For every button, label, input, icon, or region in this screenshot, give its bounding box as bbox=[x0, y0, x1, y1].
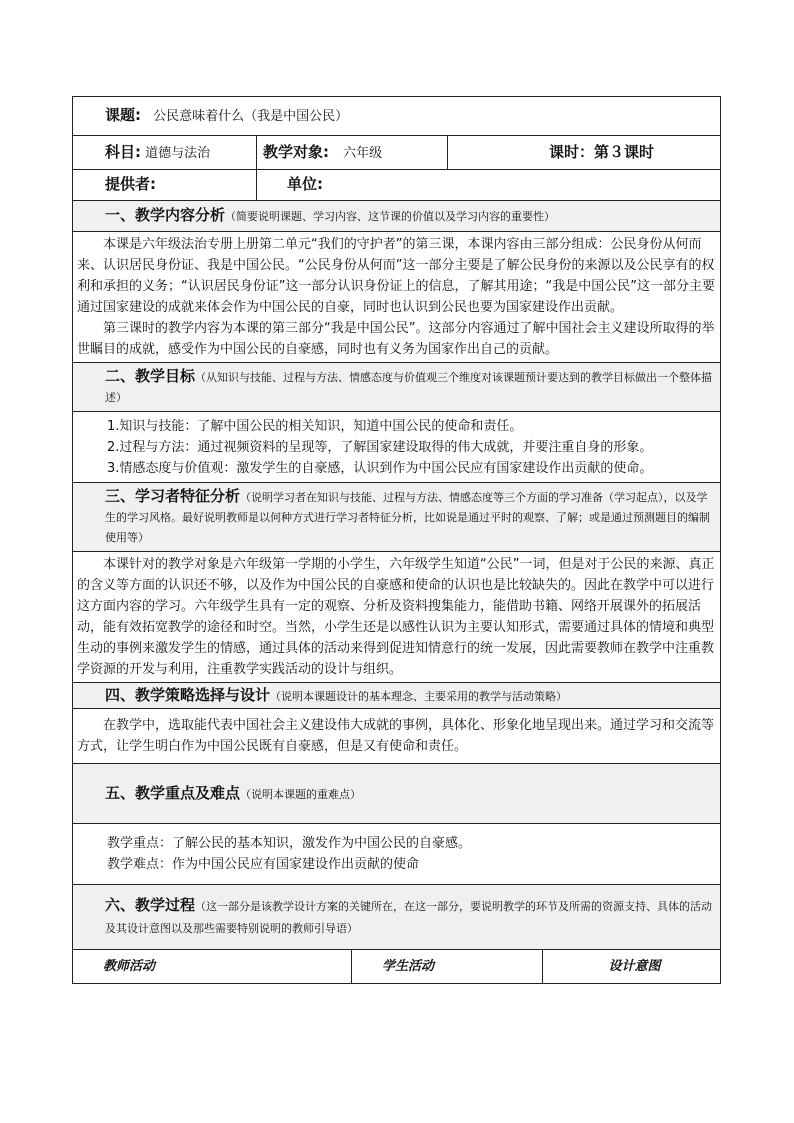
section-5-body-row bbox=[73, 824, 721, 885]
section-3-paragraph-1: 本课针对的教学对象是六年级第一学期的小学生，六年级学生知道“公民”一词，但是对于公民的来源、真正的含义等方面的认识还不够，以及作为中国公民的自豪感和使命的认识也是比较缺失的。因此在教学中可以进行这方面内容的学习。六年级学生具有一定的观察、分析及资料搜集能力，能借助书籍、网络开展课外的拓展活动，能有效拓宽教学的途径和时空。当然，小学生还是以感性认识为主要认知形式，需要通过具体的情境和典型生动的事例来激发学生的情感，通过具体的活动来得到促进知情意行的统一发展，因此需要教师在教学中注重教学资源的开发与利用，注重教学实践活动的设计与组织。 bbox=[77, 557, 715, 677]
section-4-paragraph-1: 在教学中，选取能代表中国社会主义建设伟大成就的事例，具体化、形象化地呈现出来。通过学习和交流等方式，让学生明白作为中国公民既有自豪感，但是又有使命和责任。 bbox=[77, 718, 715, 754]
subject-row bbox=[73, 136, 721, 170]
section-2-title: 二、教学目标 bbox=[105, 367, 196, 385]
section-1-paragraph-1: 本课是六年级法治专册上册第二单元“我们的守护者”的第三课，本课内容由三部分组成：公民身份从何而来、认识居民身份证、我是中国公民。“公民身份从何而”这一部分主要是了解公民身份的来源以及公民享有的权利和承担的义务；“认识居民身份证”这一部分认识身份证上的信息，了解其用途；“我是中国公民”这一部分主要通过国家建设的成就来体会作为中国公民的自豪，同时也认识到公民也要为国家建设作出贡献。 bbox=[77, 237, 715, 315]
section-1-title: 一、教学内容分析 bbox=[105, 206, 226, 224]
goal-2: 2.过程与方法：通过视频资料的呈现等，了解国家建设取得的伟大成就，并要注重自身的形象。 bbox=[107, 439, 653, 455]
section-2-note: （从知识与技能、过程与方法、情感态度与价值观三个维度对该课题预计要达到的教学目标做出一个整体描述） bbox=[105, 371, 713, 404]
section-3-note: （说明学习者在知识与技能、过程与方法、情感态度等三个方面的学习准备（学习起点），以及学生的学习风格。最好说明教师是以何种方式进行学习者特征分析，比如说是通过平时的观察、了解；或是通过预测题目的编制使用等） bbox=[105, 491, 710, 544]
key-point: 教学重点：了解公民的基本知识，激发作为中国公民的自豪感。 bbox=[107, 836, 472, 851]
lesson-plan-table bbox=[72, 96, 721, 984]
section-3-header bbox=[73, 483, 721, 552]
goal-3: 3.情感态度与价值观：激发学生的自豪感，认识到作为中国公民应有国家建设作出贡献的使命。 bbox=[107, 460, 653, 476]
difficult-point: 教学难点：作为中国公民应有国家建设作出贡献的使命 bbox=[107, 857, 420, 872]
provider-row bbox=[73, 170, 721, 201]
section-4-note: （说明本课题设计的基本理念、主要采用的教学与活动策略） bbox=[270, 689, 568, 703]
lesson-plan-sheet bbox=[72, 96, 720, 984]
section-1-body-row bbox=[73, 232, 721, 363]
section-1-paragraph-2: 第三课时的教学内容为本课的第三部分“我是中国公民”。这部分内容通过了解中国社会主义建设所取得的举世瞩目的成就，感受作为中国公民的自豪感，同时也有义务为国家作出自己的贡献。 bbox=[77, 321, 715, 357]
section-3-body-row bbox=[73, 552, 721, 683]
section-6-title: 六、教学过程 bbox=[105, 896, 196, 914]
section-2-body-row bbox=[73, 412, 721, 483]
section-5-title: 五、教学重点及难点 bbox=[105, 783, 241, 802]
period-label: 课时：第３课时 bbox=[549, 142, 655, 161]
section-5-note: （说明本课题的重难点） bbox=[240, 787, 362, 801]
col-teacher-activity: 教师活动 bbox=[103, 958, 156, 974]
audience-value: 六年级 bbox=[343, 145, 383, 161]
goal-1: 1.知识与技能：了解中国公民的相关知识，知道中国公民的使命和责任。 bbox=[107, 418, 523, 434]
section-4-header bbox=[73, 683, 721, 709]
section-5-header bbox=[73, 764, 721, 824]
col-student-activity: 学生活动 bbox=[382, 958, 435, 974]
unit-label: 单位: bbox=[287, 175, 323, 193]
section-1-header bbox=[73, 201, 721, 232]
col-design-intent: 设计意图 bbox=[608, 958, 661, 974]
provider-label: 提供者: bbox=[105, 175, 156, 193]
section-2-header bbox=[73, 363, 721, 412]
subject-label: 科目: bbox=[105, 142, 141, 161]
topic-value: 公民意味着什么（我是中国公民） bbox=[153, 109, 349, 124]
topic-label: 课题: bbox=[105, 106, 141, 124]
section-4-body-row bbox=[73, 709, 721, 764]
section-3-title: 三、学习者特征分析 bbox=[105, 487, 241, 505]
topic-row bbox=[73, 97, 721, 136]
section-6-note: （这一部分是该教学设计方案的关键所在，在这一部分，要说明教学的环节及所需的资源支持、具体的活动及其设计意图以及那些需要特别说明的教师引导语） bbox=[105, 900, 713, 935]
section-6-header bbox=[73, 885, 721, 950]
audience-label: 教学对象: bbox=[263, 142, 329, 161]
section-4-title: 四、教学策略选择与设计 bbox=[105, 685, 271, 704]
subject-value: 道德与法治 bbox=[145, 145, 211, 161]
section-1-note: （简要说明课题、学习内容、这节课的价值以及学习内容的重要性） bbox=[225, 210, 556, 223]
process-table-header bbox=[73, 950, 721, 984]
